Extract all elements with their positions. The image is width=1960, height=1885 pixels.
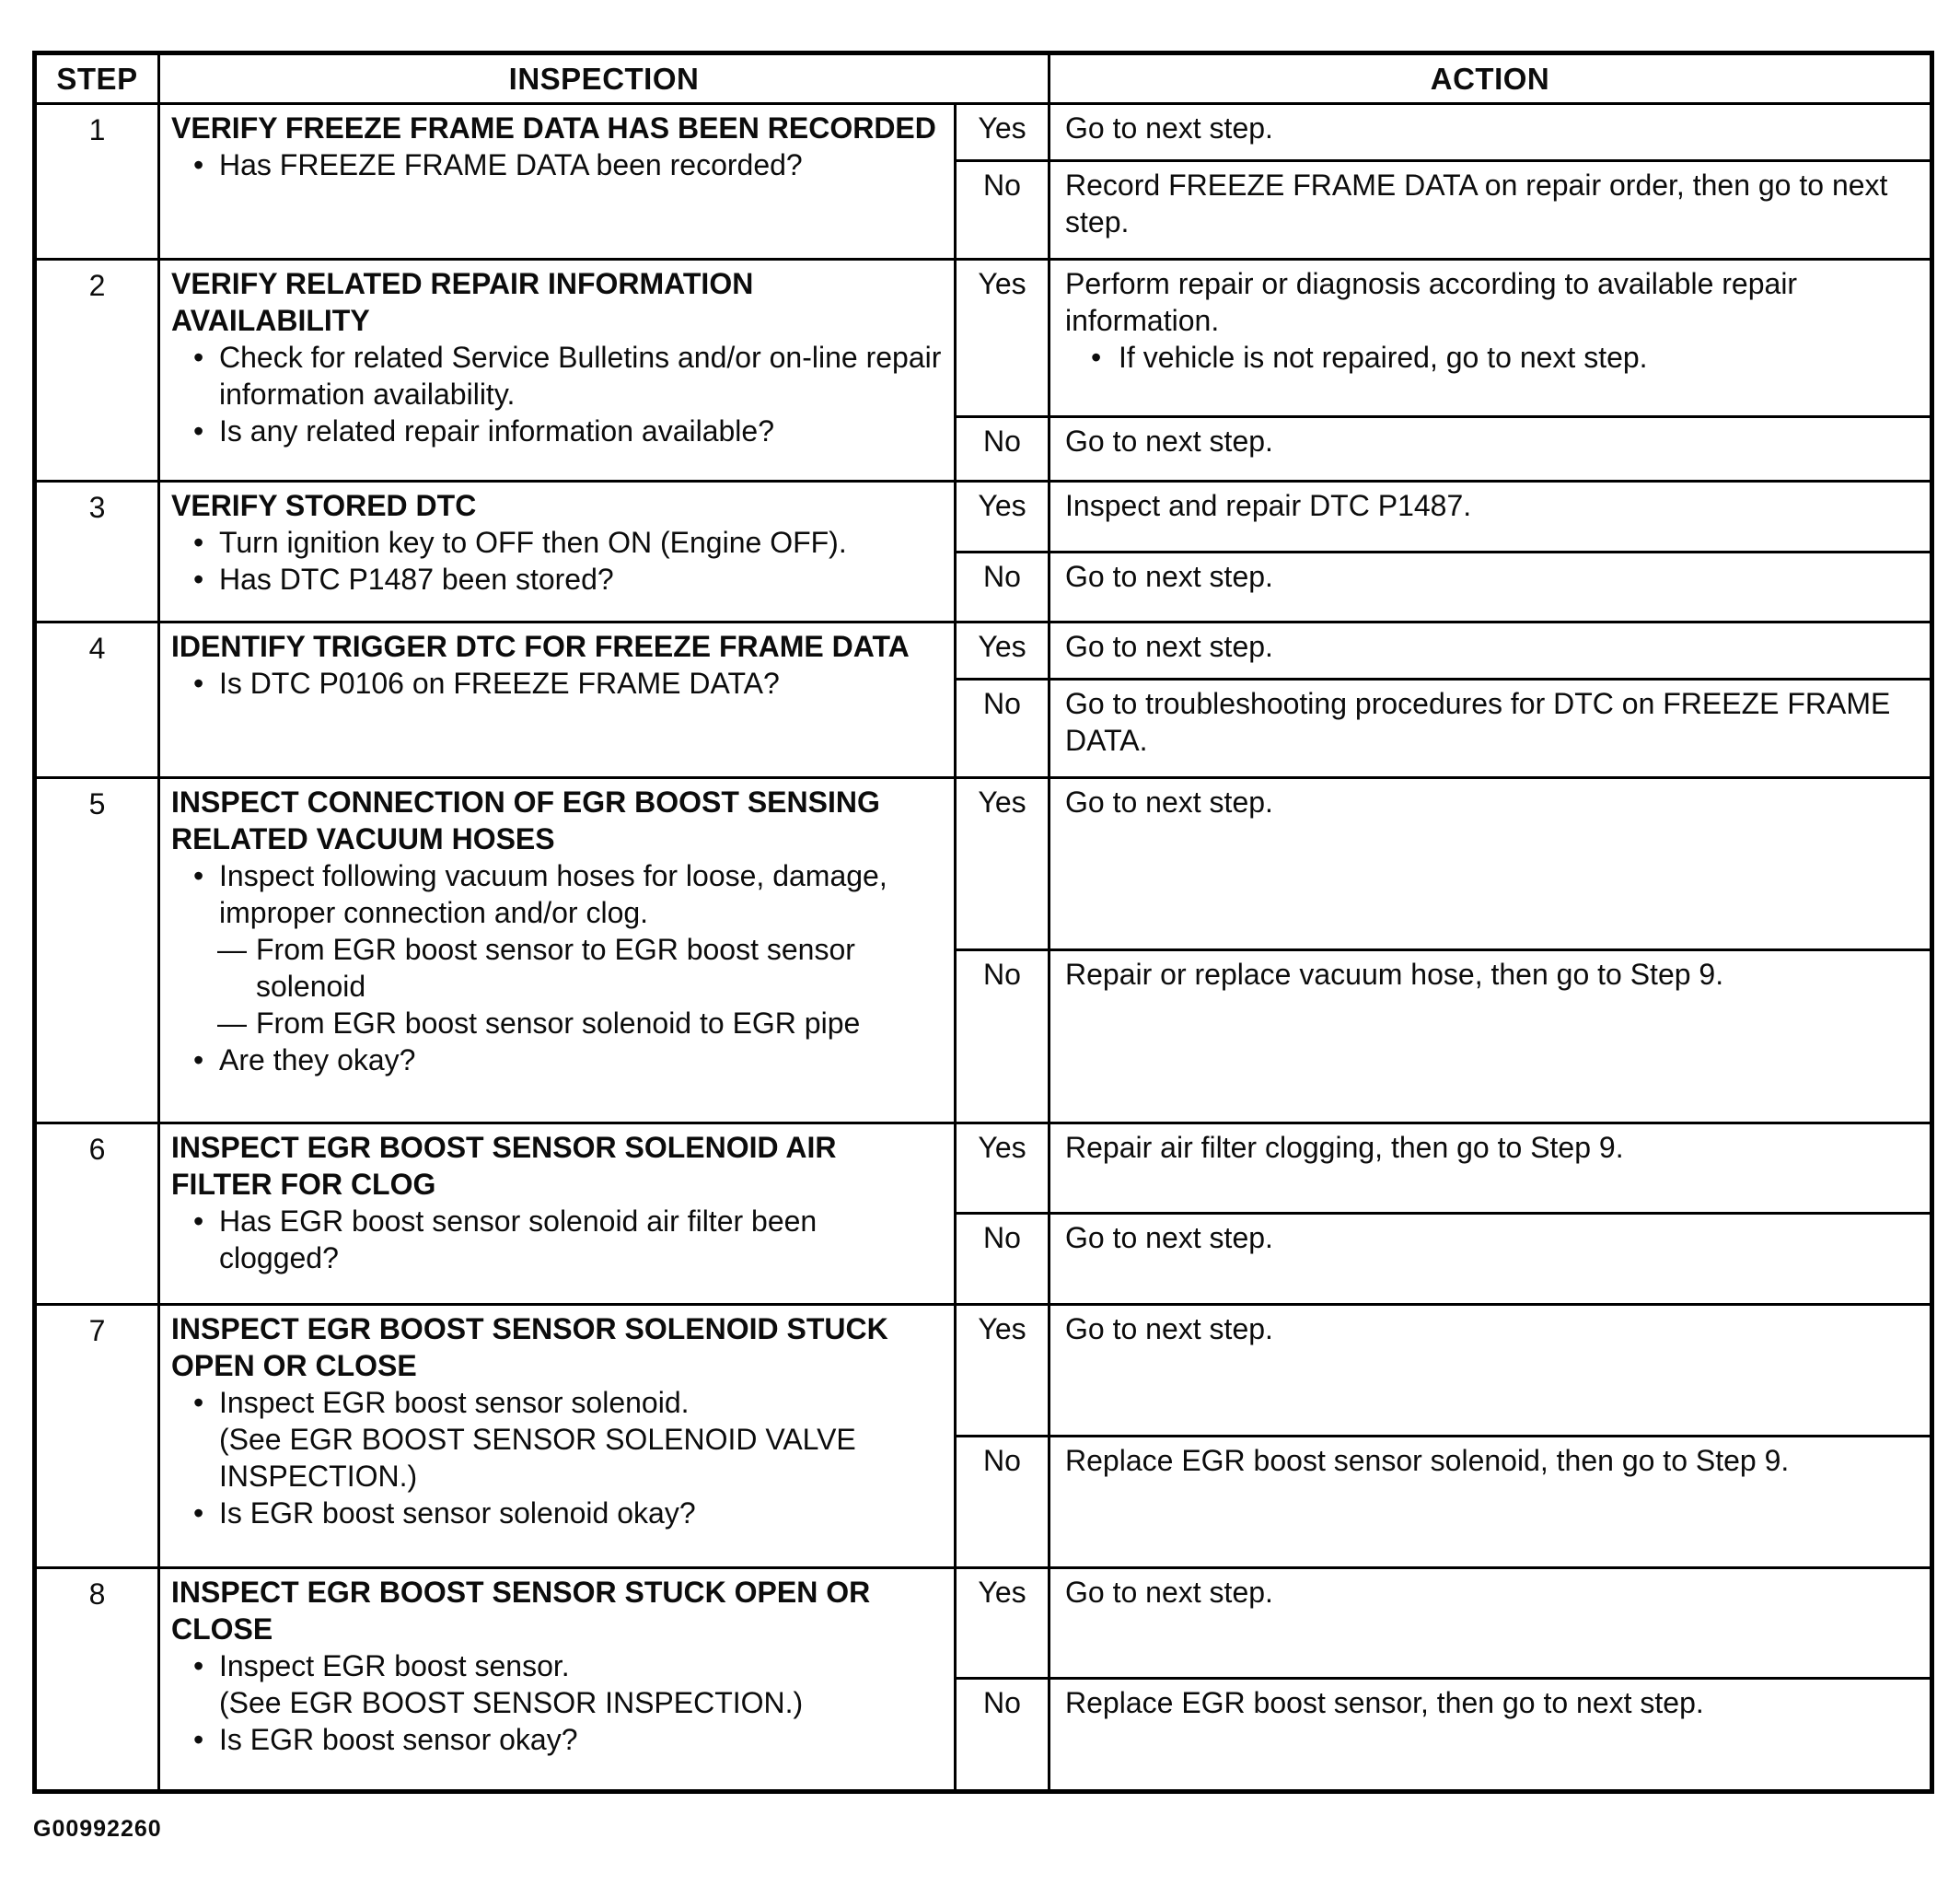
inspection-cell [159,104,956,260]
table-row [35,482,1932,553]
inspection-title: INSPECT EGR BOOST SENSOR SOLENOID AIR FILTER FOR CLOG [171,1130,837,1201]
inspection-item: • Inspect EGR boost sensor solenoid. [171,1384,943,1421]
action-cell [1050,1304,1932,1436]
col-header-action: ACTION [1050,53,1932,104]
step-number: 8 [35,1568,159,1792]
step-number: 7 [35,1304,159,1567]
table-row [35,623,1932,680]
action-line: Go to next step. [1065,1576,1273,1610]
col-header-inspection: INSPECTION [159,53,1050,104]
table-row [35,104,1932,161]
table-row [35,1568,1932,1679]
branch-label-yes: Yes [956,1568,1050,1679]
branch-label-yes: Yes [956,623,1050,680]
inspection-item: (See EGR BOOST SENSOR INSPECTION.) [219,1686,804,1720]
branch-label-no: No [956,680,1050,777]
action-line: Go to next step. [1065,424,1273,458]
header-row [35,53,1932,104]
inspection-cell [159,1568,956,1792]
steps-body [35,104,1932,1792]
inspection-item: • Inspect EGR boost sensor. [171,1647,943,1684]
action-cell [1050,1568,1932,1679]
inspection-item: • Has EGR boost sensor solenoid air filter been clogged? [171,1203,943,1276]
step-number: 5 [35,777,159,1123]
branch-label-no: No [956,1214,1050,1305]
inspection-cell [159,777,956,1123]
branch-label-yes: Yes [956,104,1050,161]
action-cell [1050,680,1932,777]
inspection-title: INSPECT CONNECTION OF EGR BOOST SENSING RELATED VACUUM HOSES [171,785,880,855]
action-line: Go to next step. [1065,785,1273,819]
table-row [35,777,1932,949]
inspection-item: • Is DTC P0106 on FREEZE FRAME DATA? [171,665,943,702]
action-line: Inspect and repair DTC P1487. [1065,489,1472,523]
inspection-title: INSPECT EGR BOOST SENSOR STUCK OPEN OR CLOSE [171,1576,871,1646]
inspection-item: — From EGR boost sensor solenoid to EGR pipe [171,1005,943,1041]
action-line: Record FREEZE FRAME DATA on repair order, then go to next step. [1065,169,1888,239]
action-line: Go to next step. [1065,1221,1273,1255]
inspection-item: • Inspect following vacuum hoses for loose, damage, improper connection and/or clog. [171,857,943,931]
inspection-title: IDENTIFY TRIGGER DTC FOR FREEZE FRAME DATA [171,630,910,664]
action-line: Repair or replace vacuum hose, then go to Step 9. [1065,958,1724,992]
action-line: Perform repair or diagnosis according to available repair information. [1065,266,1798,337]
diagnostic-table [32,51,1934,1794]
branch-label-no: No [956,1679,1050,1792]
action-cell [1050,104,1932,161]
action-cell [1050,482,1932,553]
branch-label-no: No [956,552,1050,623]
branch-label-yes: Yes [956,259,1050,416]
action-line: Go to next step. [1065,630,1273,664]
inspection-item: • Check for related Service Bulletins and/or on-line repair information availability. [171,339,943,413]
inspection-item: (See EGR BOOST SENSOR SOLENOID VALVE INSPECTION.) [219,1422,856,1493]
step-number: 6 [35,1123,159,1304]
action-line: Go to next step. [1065,1311,1273,1345]
col-header-step: STEP [35,53,159,104]
step-number: 1 [35,104,159,260]
table-row [35,1304,1932,1436]
inspection-item: • Turn ignition key to OFF then ON (Engine OFF). [171,524,943,561]
branch-label-yes: Yes [956,1304,1050,1436]
inspection-title: VERIFY FREEZE FRAME DATA HAS BEEN RECORDED [171,111,936,145]
branch-label-yes: Yes [956,777,1050,949]
inspection-item: • Is any related repair information available? [171,413,943,449]
action-line: Go to next step. [1065,111,1273,145]
inspection-cell [159,623,956,778]
inspection-cell [159,1304,956,1567]
inspection-item: • Is EGR boost sensor okay? [171,1721,943,1758]
action-cell [1050,1679,1932,1792]
action-cell [1050,950,1932,1123]
inspection-item: — From EGR boost sensor to EGR boost sensor solenoid [171,931,943,1005]
action-cell [1050,259,1932,416]
action-cell [1050,1437,1932,1568]
action-cell [1050,552,1932,623]
inspection-title: INSPECT EGR BOOST SENSOR SOLENOID STUCK OPEN OR CLOSE [171,1311,888,1382]
branch-label-yes: Yes [956,1123,1050,1214]
table-row [35,259,1932,416]
action-cell [1050,777,1932,949]
step-number: 4 [35,623,159,778]
action-cell [1050,1214,1932,1305]
action-line: • If vehicle is not repaired, go to next step. [1065,339,1919,376]
inspection-item: • Has FREEZE FRAME DATA been recorded? [171,146,943,183]
action-line: Repair air filter clogging, then go to Step 9. [1065,1130,1624,1164]
action-cell [1050,1123,1932,1214]
action-line: Go to next step. [1065,559,1273,593]
branch-label-no: No [956,1437,1050,1568]
action-cell [1050,416,1932,482]
inspection-item: • Is EGR boost sensor solenoid okay? [171,1495,943,1531]
branch-label-no: No [956,416,1050,482]
inspection-cell [159,259,956,482]
figure-code: G00992260 [33,1816,162,1842]
step-number: 2 [35,259,159,482]
inspection-item: • Has DTC P1487 been stored? [171,561,943,598]
action-line: Replace EGR boost sensor, then go to next step. [1065,1686,1704,1720]
branch-label-no: No [956,950,1050,1123]
inspection-cell [159,1123,956,1304]
step-number: 3 [35,482,159,623]
branch-label-no: No [956,161,1050,259]
action-line: Replace EGR boost sensor solenoid, then go to Step 9. [1065,1444,1790,1478]
inspection-title: VERIFY RELATED REPAIR INFORMATION AVAILABILITY [171,266,754,337]
branch-label-yes: Yes [956,482,1050,553]
action-cell [1050,623,1932,680]
action-line: Go to troubleshooting procedures for DTC on FREEZE FRAME DATA. [1065,687,1891,758]
inspection-item: • Are they okay? [171,1041,943,1078]
inspection-cell [159,482,956,623]
table-row [35,1123,1932,1214]
inspection-title: VERIFY STORED DTC [171,489,477,523]
action-cell [1050,161,1932,259]
